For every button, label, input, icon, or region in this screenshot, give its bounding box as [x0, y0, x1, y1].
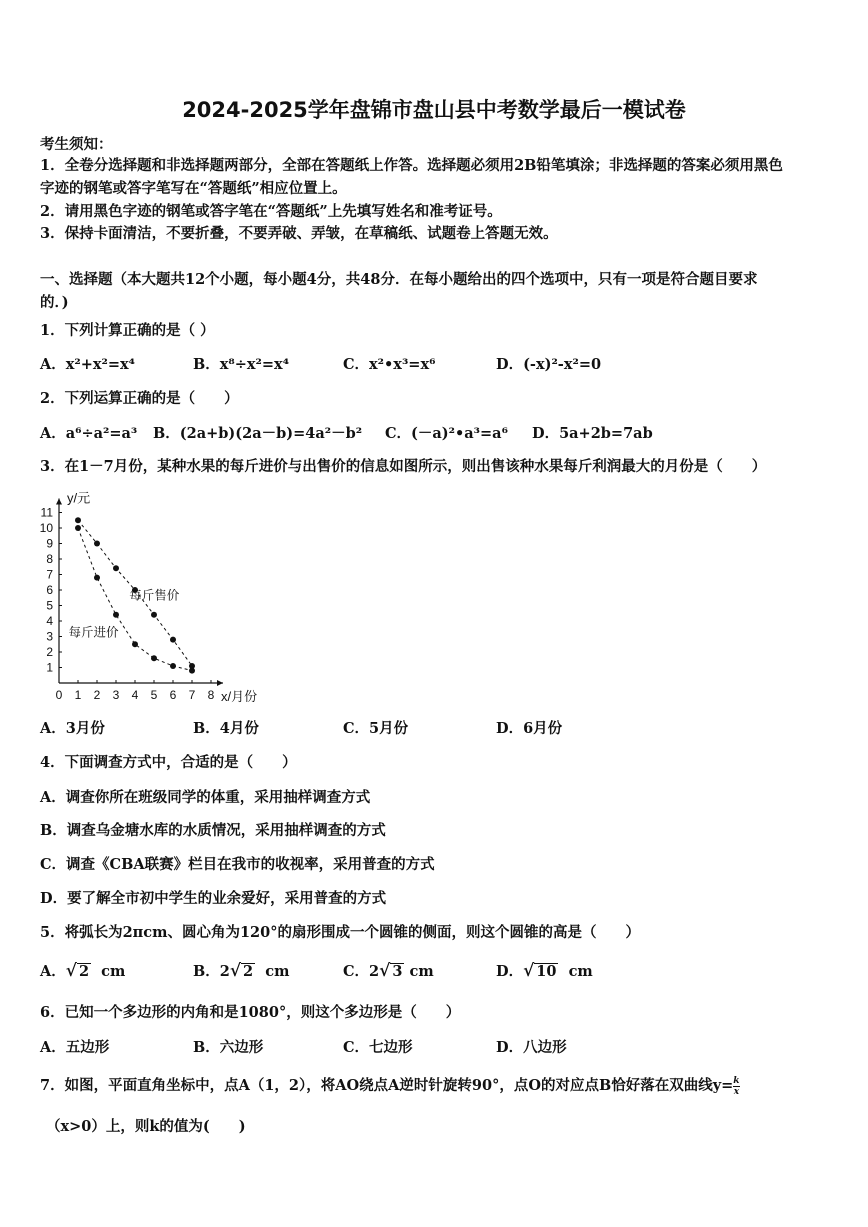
page-title: 2024-2025学年盘锦市盘山县中考数学最后一模试卷	[182, 98, 686, 122]
q6-option-d[interactable]: D．八边形	[496, 1039, 567, 1056]
y-tick-label: 9	[46, 536, 53, 551]
y-tick-label: 8	[46, 552, 53, 566]
y-tick-label: 4	[46, 614, 53, 628]
sqrt-icon: √	[523, 961, 535, 981]
data-point	[94, 575, 100, 581]
notice-item: 3．保持卡面清洁，不要折叠，不要弄破、弄皱，在草稿纸、试题卷上答题无效。	[40, 225, 558, 242]
x-tick-label: 1	[74, 688, 82, 702]
q4-option-c[interactable]: C．调查《CBA联赛》栏目在我市的收视率，采用普查的方式	[40, 856, 435, 873]
y-tick-label: 7	[46, 567, 53, 582]
q3-option-a[interactable]: A．3月份	[40, 720, 105, 737]
unit: cm	[265, 963, 290, 980]
series-label: 每斤进价	[68, 625, 119, 640]
fraction-numerator: k	[733, 1075, 740, 1086]
q4-option-d[interactable]: D．要了解全市初中学生的业余爱好，采用普查的方式	[40, 890, 387, 907]
x-tick-label: 0	[55, 688, 63, 702]
notice-item: 字迹的钢笔或答字笔写在“答题纸”相应位置上。	[40, 180, 347, 197]
x-tick-label: 7	[188, 688, 196, 702]
q1-option-b[interactable]: B．x⁸÷x²=x⁴	[193, 356, 290, 373]
x-tick-label: 8	[207, 688, 215, 702]
question-7-stem	[40, 1074, 740, 1097]
question-2-stem: 2．下列运算正确的是（ ）	[40, 390, 239, 407]
radicand: 2	[243, 963, 254, 980]
x-tick-label: 4	[131, 688, 139, 702]
question-6-stem: 6．已知一个多边形的内角和是1080°，则这个多边形是（ ）	[40, 1004, 461, 1021]
section-heading: 一、选择题（本大题共12个小题，每小题4分，共48分．在每小题给出的四个选项中，只有一项是符合题目要求	[40, 271, 758, 288]
q6-option-b[interactable]: B．六边形	[193, 1039, 264, 1056]
coefficient: 2	[369, 963, 380, 980]
radicand: 2	[78, 963, 90, 980]
y-axis-label: y/元	[67, 490, 91, 506]
question-1-stem: 1．下列计算正确的是（ ）	[40, 322, 215, 339]
x-tick-label: 5	[150, 688, 158, 702]
x-axis-arrow-icon	[217, 680, 223, 686]
q6-option-a[interactable]: A．五边形	[40, 1039, 110, 1056]
fraction	[733, 1076, 739, 1097]
question-7-stem-cont: （x>0）上，则k的值为( )	[46, 1118, 246, 1135]
question-3-stem: 3．在1－7月份，某种水果的每斤进价与出售价的信息如图所示，则出售该种水果每斤利润最大的月份是（ ）	[40, 458, 767, 475]
notice-item: 2．请用黑色字迹的钢笔或答字笔在“答题纸”上先填写姓名和准考证号。	[40, 203, 502, 220]
y-tick-label: 5	[46, 598, 53, 613]
option-label: B．	[193, 963, 220, 980]
q5-option-b[interactable]	[193, 960, 289, 981]
data-point	[94, 541, 100, 547]
question-5-stem: 5．将弧长为2πcm、圆心角为120°的扇形围成一个圆锥的侧面，则这个圆锥的高是（ ）	[40, 924, 640, 941]
series-label: 每斤售价	[129, 588, 180, 603]
y-tick-label: 3	[46, 629, 53, 644]
x-axis-label: x/月份	[221, 689, 258, 704]
data-point	[113, 612, 119, 618]
data-point	[75, 525, 81, 531]
q1-option-d[interactable]: D．(-x)²-x²=0	[496, 356, 602, 373]
radicand: 3	[392, 963, 403, 980]
option-label: C．	[343, 963, 370, 980]
unit: cm	[101, 963, 126, 980]
y-axis-arrow-icon	[56, 499, 62, 505]
y-tick-label: 10	[39, 521, 53, 535]
q2-option-b[interactable]: B．(2a+b)(2a－b)=4a²－b²	[153, 425, 363, 442]
y-tick-label: 6	[46, 583, 53, 597]
q1-option-c[interactable]: C．x²•x³=x⁶	[343, 356, 436, 373]
y-tick-label: 1	[46, 660, 53, 675]
sqrt-icon: √	[229, 961, 242, 981]
q2-option-c[interactable]: C．(－a)²•a³=a⁶	[385, 425, 508, 442]
q3-option-c[interactable]: C．5月份	[343, 720, 409, 737]
data-point	[151, 612, 157, 618]
fraction-denominator: x	[733, 1086, 740, 1097]
question-4-stem: 4．下面调查方式中，合适的是（ ）	[40, 754, 297, 771]
stem-text: 7．如图，平面直角坐标中，点A（1，2），将AO绕点A逆时针旋转90°，点O的对应点B恰好落在双曲线y=	[40, 1077, 734, 1094]
data-point	[75, 517, 81, 523]
data-point	[113, 565, 119, 571]
option-label: A．	[40, 963, 66, 980]
y-tick-label: 2	[46, 645, 53, 659]
q4-option-a[interactable]: A．调查你所在班级同学的体重，采用抽样调查方式	[40, 789, 371, 806]
q2-option-a[interactable]: A．a⁶÷a²=a³	[40, 425, 138, 442]
q5-option-d[interactable]	[496, 960, 593, 981]
price-chart	[35, 480, 275, 710]
q2-option-d[interactable]: D．5a+2b=7ab	[532, 425, 653, 442]
option-label: D．	[496, 963, 524, 980]
sqrt-icon: √	[379, 961, 391, 981]
y-tick-label: 11	[40, 505, 53, 520]
x-tick-label: 6	[169, 688, 177, 702]
sqrt-icon: √	[65, 961, 77, 981]
notice-item: 1．全卷分选择题和非选择题两部分，全部在答题纸上作答。选择题必须用2B铅笔填涂；非选择题的答案必须用黑色	[40, 157, 783, 174]
unit: cm	[409, 963, 434, 980]
x-tick-label: 3	[112, 688, 120, 702]
q3-option-d[interactable]: D．6月份	[496, 720, 563, 737]
q5-option-c[interactable]	[343, 960, 434, 981]
radicand: 10	[536, 963, 557, 980]
q3-option-b[interactable]: B．4月份	[193, 720, 259, 737]
unit: cm	[568, 963, 593, 980]
data-point	[170, 663, 176, 669]
section-heading-cont: 的．)	[40, 294, 69, 311]
q6-option-c[interactable]: C．七边形	[343, 1039, 413, 1056]
data-point	[151, 655, 157, 661]
q1-option-a[interactable]: A．x²+x²=x⁴	[40, 356, 136, 373]
coefficient: 2	[219, 963, 230, 980]
notice-heading: 考生须知：	[40, 136, 113, 153]
data-point	[132, 641, 138, 647]
x-tick-label: 2	[93, 688, 101, 702]
q4-option-b[interactable]: B．调查乌金塘水库的水质情况，采用抽样调查的方式	[40, 822, 386, 839]
q5-option-a[interactable]	[40, 960, 125, 981]
data-point	[189, 668, 195, 674]
data-point	[170, 637, 176, 643]
